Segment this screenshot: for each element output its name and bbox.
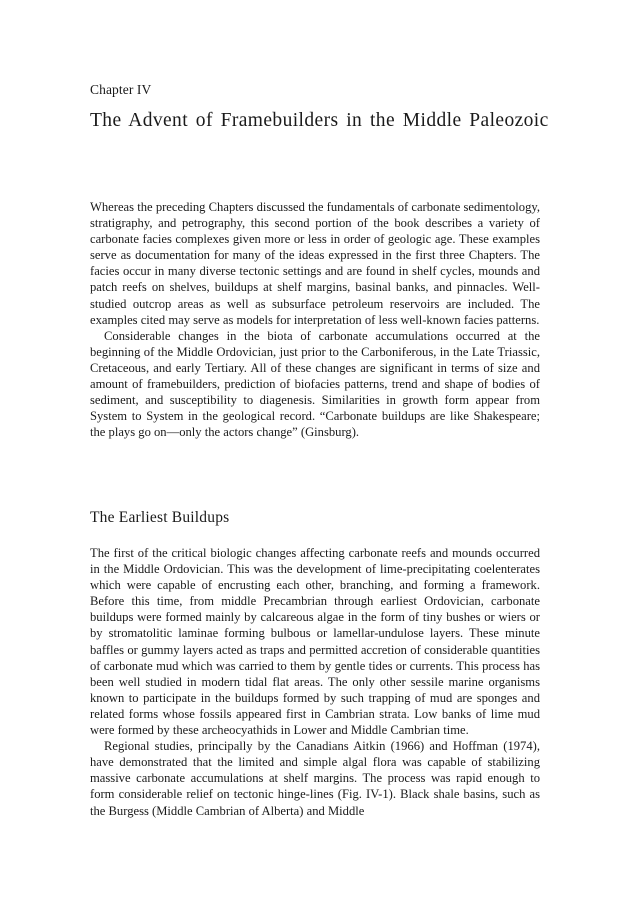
section-paragraph-1: The first of the critical biologic changes affecting carbonate reefs and mounds occurred in the Middle Ordovician. This was the development of lime-precipitating coelenterates which were capable of encrusting each other, branching, and forming a framework. Before this time, from middle Precambrian through earliest Ordovician, carbonate buildups were formed mainly by calcareous algae in the form of tiny bushes or wiers or by stromatolitic laminae forming bulbous or lamellar-undulose layers. These minute baffles or gummy layers acted as traps and permitted accretion of considerable quantities of carbonate mud which was carried to them by gentle tides or currents. This process has been well studied in modern tidal flat areas. The only other sessile marine organisms known to participate in the buildups formed by such trapping of mud are sponges and related forms whose fossils appeared first in Cambrian strata. Low banks of lime mud were formed by these archeocyathids in Lower and Middle Cambrian time. [90,546,540,738]
section-paragraph-2: Regional studies, principally by the Canadians Aitkin (1966) and Hoffman (1974), have demonstrated that the limited and simple algal flora was capable of stabilizing massive carbonate accumulations at shelf margins. The process was rapid enough to form considerable relief on tectonic hinge-lines (Fig. IV-1). Black shale basins, such as the Burgess (Middle Cambrian of Alberta) and Middle [90,739,540,818]
chapter-label: Chapter IV [90,82,152,97]
intro-paragraph-1: Whereas the preceding Chapters discussed the fundamentals of carbonate sedimentology, stratigraphy, and petrography, this second portion of the book describes a variety of carbonate facies complexes given more or less in order of geologic age. These examples serve as documentation for many of the ideas expressed in the first three Chapters. The facies occur in many diverse tectonic settings and are found in shelf cycles, mounds and patch reefs on shelves, buildups at shelf margins, basinal banks, and pinnacles. Well-studied outcrop areas as well as subsurface petroleum reservoirs are included. The examples cited may serve as models for interpretation of less well-known facies patterns. [90,200,540,327]
section-heading: The Earliest Buildups [90,509,230,526]
intro-text [90,199,540,440]
chapter-title: The Advent of Framebuilders in the Middle Paleozoic [90,110,549,131]
intro-paragraph-2: Considerable changes in the biota of carbonate accumulations occurred at the beginning of the Middle Ordovician, just prior to the Carboniferous, in the Late Triassic, Cretaceous, and early Tertiary. All of these changes are significant in terms of size and amount of framebuilders, prediction of biofacies patterns, trend and shape of bodies of sediment, and susceptibility to diagenesis. Similarities in growth form appear from System to System in the geological record. “Carbonate buildups are like Shakespeare; the plays go on—only the actors change” (Ginsburg). [90,328,540,440]
section-body [90,545,540,819]
